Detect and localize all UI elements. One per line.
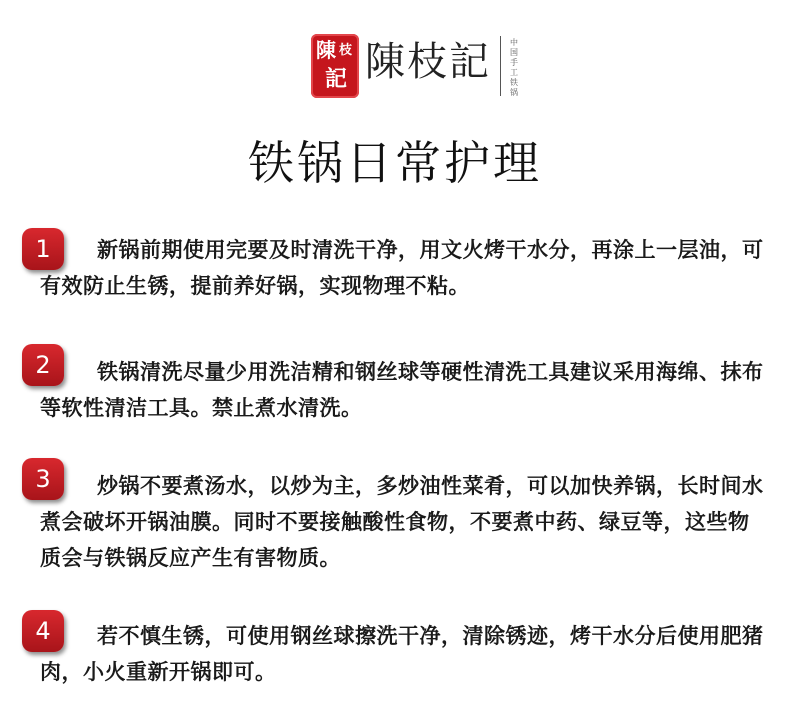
number-badge: 2 xyxy=(22,344,64,386)
care-tip-text: 炒锅不要煮汤水，以炒为主，多炒油性菜肴，可以加快养锅，长时间水煮会破坏开锅油膜。同时不要接触酸性食物，不要煮中药、绿豆等，这些物质会与铁锅反应产生有害物质。 xyxy=(40,474,764,570)
brand-header xyxy=(0,28,790,108)
brand-seal-logo xyxy=(311,34,359,98)
brand-name: 陳枝記 xyxy=(365,39,491,85)
page-title: 铁锅日常护理 xyxy=(248,136,542,190)
care-tip-text: 若不慎生锈，可使用钢丝球擦洗干净，清除锈迹，烤干水分后使用肥猪肉，小火重新开锅即可。 xyxy=(40,624,764,684)
brand-subtitle: 中国手工铁锅 xyxy=(510,38,518,97)
seal-char: 陳 xyxy=(316,38,336,62)
seal-char: 記 xyxy=(325,66,348,92)
brand-divider xyxy=(500,36,501,96)
care-tip-text: 新锅前期使用完要及时清洗干净，用文火烤干水分，再涂上一层油，可有效防止生锈，提前养好锅，实现物理不粘。 xyxy=(40,238,764,298)
care-tip-text: 铁锅清洗尽量少用洗洁精和钢丝球等硬性清洗工具建议采用海绵、抹布等软性清洁工具。禁止煮水清洗。 xyxy=(40,360,764,420)
number-badge: 3 xyxy=(22,458,64,500)
number-badge: 1 xyxy=(22,228,64,270)
seal-char: 枝 xyxy=(339,43,353,58)
number-badge: 4 xyxy=(22,610,64,652)
